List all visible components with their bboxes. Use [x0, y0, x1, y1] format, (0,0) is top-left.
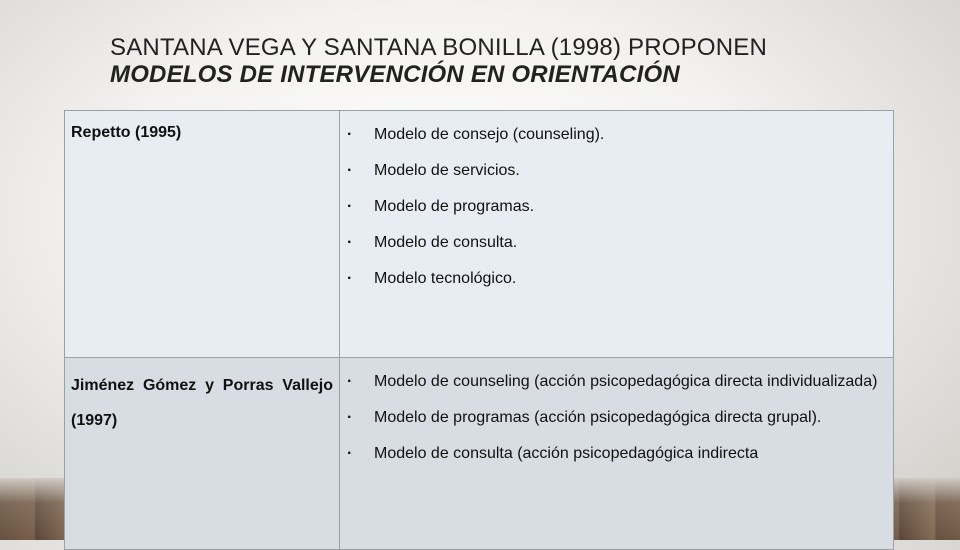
models-cell	[340, 358, 894, 550]
table-row	[65, 358, 894, 550]
list-item: · Modelo de consejo (counseling).	[374, 117, 885, 153]
table-row	[65, 111, 894, 358]
list-item: · Modelo de counseling (acción psicopedagógica directa individualizada)	[374, 364, 885, 400]
list-item: · Modelo de programas.	[374, 189, 885, 225]
models-cell	[340, 111, 894, 358]
author-cell: Repetto (1995)	[65, 111, 340, 358]
list-item: · Modelo tecnológico.	[374, 261, 885, 297]
models-table	[64, 110, 894, 550]
list-item: · Modelo de servicios.	[374, 153, 885, 189]
title-plain: SANTANA VEGA Y SANTANA BONILLA (1998) PROPONEN	[110, 34, 768, 61]
list-item: · Modelo de programas (acción psicopedagógica directa grupal).	[374, 400, 885, 436]
list-item: · Modelo de consulta.	[374, 225, 885, 261]
list-item: · Modelo de consulta (acción psicopedagógica indirecta	[374, 436, 885, 472]
models-list	[340, 358, 893, 472]
models-list	[340, 111, 893, 297]
title-emphasis: MODELOS DE INTERVENCIÓN EN ORIENTACIÓN	[110, 61, 680, 88]
slide-title	[110, 34, 870, 88]
author-cell: Jiménez Gómez y Porras Vallejo (1997)	[65, 358, 340, 550]
